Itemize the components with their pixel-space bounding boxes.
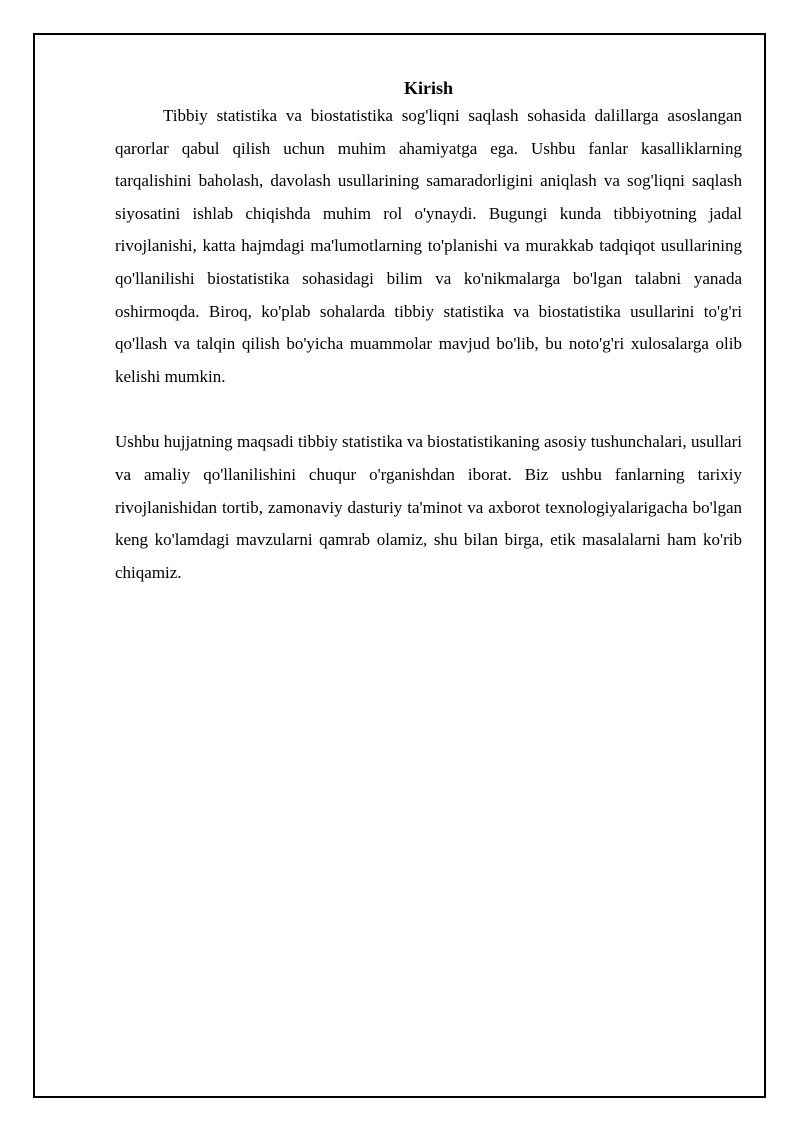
- paragraph-intro: Tibbiy statistika va biostatistika sog'liqni saqlash sohasida dalillarga asoslangan qarorlar qabul qilish uchun muhim ahamiyatga ega. Ushbu fanlar kasalliklarning tarqalishini baholash, davolash usullarining samaradorligini aniqlash va sog'liqni saqlash siyosatini ishlab chiqishda muhim rol o'ynaydi. Bugungi kunda tibbiyotning jadal rivojlanishi, katta hajmdagi ma'lumotlarning to'planishi va murakkab tadqiqot usullarining qo'llanilishi biostatistika sohasidagi bilim va ko'nikmalarga bo'lgan talabni yanada oshirmoqda. Biroq, ko'plab sohalarda tibbiy statistika va biostatistika usullarini to'g'ri qo'llash va talqin qilish bo'yicha muammolar mavjud bo'lib, bu noto'g'ri xulosalarga olib kelishi mumkin.: [115, 106, 742, 386]
- document-body: [115, 76, 742, 589]
- document-title: Kirish: [403, 78, 453, 98]
- paragraph-purpose: Ushbu hujjatning maqsadi tibbiy statistika va biostatistikaning asosiy tushunchalari, usullari va amaliy qo'llanilishini chuqur o'rganishdan iborat. Biz ushbu fanlarning tarixiy rivojlanishidan tortib, zamonaviy dasturiy ta'minot va axborot texnologiyalarigacha bo'lgan keng ko'lamdagi mavzularni qamrab olamiz, shu bilan birga, etik masalalarni ham ko'rib chiqamiz.: [115, 432, 742, 582]
